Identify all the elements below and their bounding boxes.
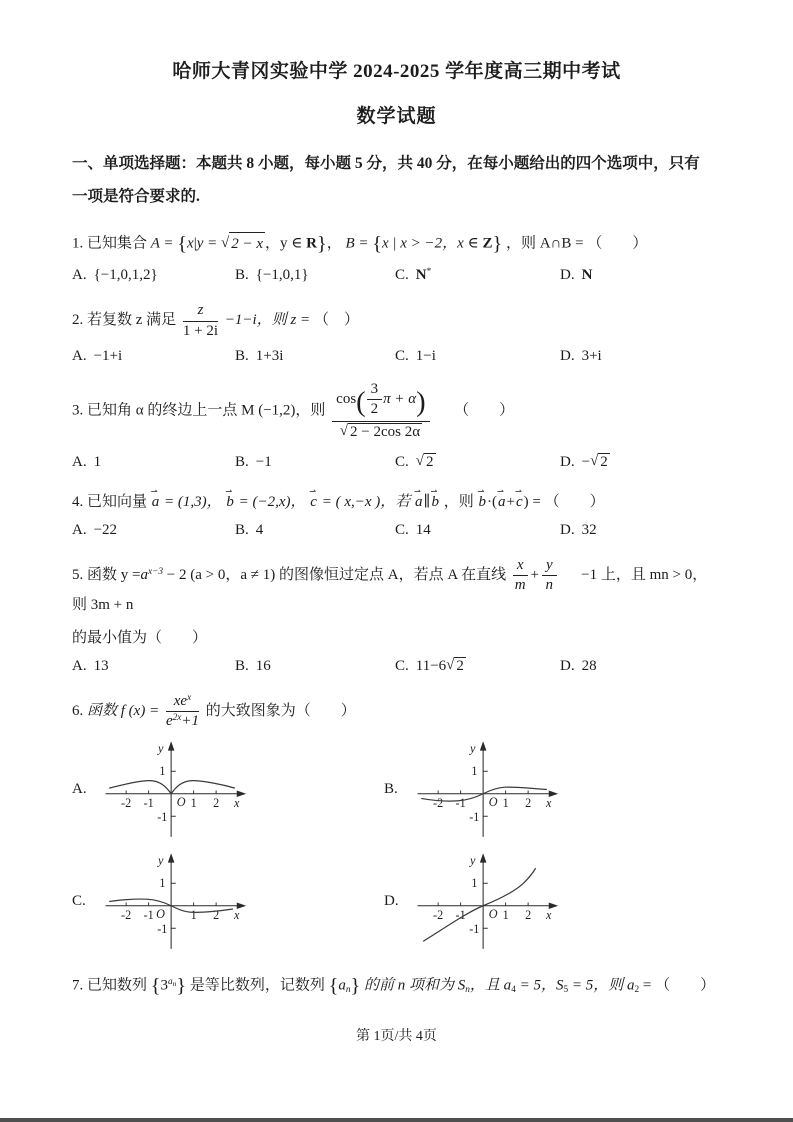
q3-big-fraction xyxy=(332,381,430,441)
option-label: A. xyxy=(72,657,87,674)
q1-setB-eq: B = xyxy=(345,235,369,252)
x-tick-label: -2 xyxy=(121,795,132,810)
q7-seq2-letter: a xyxy=(338,977,346,994)
x-axis-label: x xyxy=(233,795,240,810)
q7-eq3: = xyxy=(642,977,652,994)
q2-option-a xyxy=(72,348,235,365)
q7-mid3: ，且 a xyxy=(469,977,512,994)
q1-setA-mid: y = xyxy=(196,235,218,252)
q5-mid: − 2 (a > 0，a ≠ 1) 的图像恒过定点 A，若点 A 在直线 xyxy=(166,566,507,583)
option-value: 1 xyxy=(93,453,102,470)
q7-eq2: = 5，则 a xyxy=(571,977,635,994)
q4-run6: ·( xyxy=(486,494,497,511)
option-value: 4 xyxy=(255,521,264,538)
option-label: C. xyxy=(395,267,409,284)
q2-option-d xyxy=(560,348,721,365)
y-axis-label: y xyxy=(470,741,476,756)
q5-tail: −1 上，且 mn > 0，则 3m + n xyxy=(72,566,708,614)
q4-run1: = (1,3)， xyxy=(164,494,222,511)
origin-label: O xyxy=(488,794,498,809)
option-value: 32 xyxy=(581,521,597,538)
vector-b: b ⇀ xyxy=(430,491,440,514)
y-tick-label: 1 xyxy=(159,875,166,890)
graph-b-plot xyxy=(410,737,560,843)
x-tick-label: 1 xyxy=(502,907,509,922)
option-value: {−1,0,1} xyxy=(255,267,309,284)
q5-option-d xyxy=(560,658,721,675)
q4-run5: ，则 xyxy=(443,494,474,511)
x-tick-label: 1 xyxy=(190,907,197,922)
option-label: C. xyxy=(395,454,409,471)
option-value: 13 xyxy=(93,657,109,674)
y-axis-arrow xyxy=(480,741,487,750)
q3-options xyxy=(72,453,721,471)
y-tick-label: 1 xyxy=(471,875,478,890)
q4-number: 4. xyxy=(72,494,84,511)
section-intro-line1: 一、单项选择题：本题共 8 小题，每小题 5 分，共 40 分，在每小题给出的四个选项中，只有 xyxy=(72,155,700,172)
option-label: D. xyxy=(560,454,575,471)
q7-number: 7. xyxy=(72,977,84,994)
radical-sign: √ xyxy=(446,657,455,674)
q1-set-R: R xyxy=(306,235,317,252)
exp-subscript: n xyxy=(172,979,177,989)
q4-answer-blank: （ ） xyxy=(544,494,605,511)
graph-d-plot xyxy=(410,849,560,955)
q2-option-c xyxy=(395,348,560,365)
y-tick-label: -1 xyxy=(157,809,168,824)
vector-a: a ⇀ xyxy=(151,491,161,514)
window-bottom-bar xyxy=(0,1118,793,1122)
q5-options xyxy=(72,657,721,675)
graph-d-label: D. xyxy=(384,893,399,910)
q1-option-b xyxy=(235,267,395,284)
q3-option-b xyxy=(235,454,395,471)
q7-a4-subscript: 4 xyxy=(511,985,516,996)
q4-run2: = (−2,x)， xyxy=(238,494,306,511)
y-tick-label: 1 xyxy=(159,763,166,778)
q6-den-exp: 2x xyxy=(172,713,182,724)
origin-label: O xyxy=(488,906,498,921)
section-intro-line2: 一项是符合要求的. xyxy=(72,187,200,205)
page-footer: 第 1页/共 4页 xyxy=(356,1029,437,1045)
q1-options xyxy=(72,267,721,284)
q3-number: 3. xyxy=(72,402,84,419)
q1-setA-open-brace: { xyxy=(177,233,188,256)
option-value: 3+i xyxy=(581,347,602,364)
option-value: {−1,0,1,2} xyxy=(93,267,158,284)
q1-radical xyxy=(221,232,265,256)
radical-sign: √ xyxy=(339,422,348,439)
option-value-sup: * xyxy=(426,267,432,278)
q4-option-b xyxy=(235,522,395,539)
page-title: 哈师大青冈实验中学 2024-2025 学年度高三期中考试 xyxy=(172,61,621,82)
q1-setA-tail: ，y ∈ xyxy=(265,235,303,252)
vector-a: a ⇀ xyxy=(497,491,507,514)
q5-fraction-2 xyxy=(542,557,557,595)
option-radical xyxy=(446,657,466,675)
q4-options xyxy=(72,522,721,539)
fraction-numerator: z xyxy=(183,302,218,321)
q7-seq1-open-brace: { xyxy=(150,974,161,997)
q3-answer-blank: （ ） xyxy=(454,402,515,419)
q2-fraction xyxy=(183,302,218,340)
option-label: A. xyxy=(72,521,87,538)
fraction-denominator: n xyxy=(545,576,554,593)
y-tick-label: -1 xyxy=(469,921,480,936)
x-tick-label: 2 xyxy=(525,795,532,810)
q6-graph-row-2 xyxy=(72,849,721,955)
vector-a: a ⇀ xyxy=(414,491,424,514)
q6-den-base: e xyxy=(165,713,173,730)
option-value-prefix: − xyxy=(581,454,591,471)
q4-run3: = ( x,−x )，若 xyxy=(321,494,411,511)
q4-lead: 已知向量 xyxy=(87,494,148,511)
fraction-numerator: y xyxy=(542,557,557,576)
q7-seq1-close-brace: } xyxy=(176,974,187,997)
q2-lead: 若复数 z 满足 xyxy=(87,312,177,329)
q3-inner-fraction xyxy=(367,381,383,419)
q1-setB-open-brace: { xyxy=(372,233,382,256)
q5-base: a xyxy=(140,566,148,583)
option-label: B. xyxy=(235,347,249,364)
y-axis-arrow xyxy=(480,853,487,862)
q7-mid2: 的前 n 项和为 S xyxy=(364,977,466,994)
q3-option-c xyxy=(395,453,560,471)
page-subtitle: 数学试题 xyxy=(356,106,437,127)
vector-b: b ⇀ xyxy=(477,491,487,514)
exp-letter: a xyxy=(168,977,173,988)
option-label: C. xyxy=(395,658,409,675)
option-radicand: 2 xyxy=(426,454,434,471)
option-label: C. xyxy=(395,347,409,364)
q7-S5-subscript: 5 xyxy=(563,985,569,996)
q5-line2: 的最小值为（ ） xyxy=(72,629,208,646)
option-value: 14 xyxy=(415,521,431,538)
fraction-numerator: 3 xyxy=(367,381,383,400)
q2-number: 2. xyxy=(72,312,84,329)
q7-answer-blank: （ ） xyxy=(655,977,716,994)
y-tick-label: -1 xyxy=(157,921,168,936)
x-tick-label: -1 xyxy=(455,907,466,922)
x-tick-label: -2 xyxy=(433,907,444,922)
q7-seq1-exp xyxy=(168,977,176,987)
q7-lead: 已知数列 xyxy=(87,977,148,994)
option-value: 1+3i xyxy=(255,347,284,364)
x-tick-label: 1 xyxy=(190,795,197,810)
big-right-paren: ) xyxy=(416,387,426,419)
vector-c: c ⇀ xyxy=(309,491,318,514)
q6-lead: 函数 f (x) = xyxy=(87,703,160,720)
fraction-denominator: 1 + 2i xyxy=(182,322,219,339)
graph-a-label: A. xyxy=(72,781,87,798)
option-label: D. xyxy=(560,267,575,284)
option-value: −1+i xyxy=(93,347,123,364)
q7-eq1: = 5，S xyxy=(519,977,564,994)
fraction-denominator xyxy=(166,712,199,730)
option-label: A. xyxy=(72,347,87,364)
fraction-denominator: m xyxy=(514,576,526,593)
q1-setA-var: x xyxy=(187,235,194,252)
y-axis-arrow xyxy=(168,741,175,750)
question-5 xyxy=(72,557,721,617)
q1-setA-close-brace: } xyxy=(316,233,327,256)
question-3 xyxy=(72,381,721,441)
q2-after: −1−i，则 z = xyxy=(224,312,311,329)
q7-seq2-subscript: n xyxy=(345,985,351,996)
parallel-sign: ∥ xyxy=(423,494,431,511)
q7-seq2-open-brace: { xyxy=(328,974,339,997)
q3-den-radical xyxy=(340,423,422,441)
q7-a2-subscript: 2 xyxy=(634,985,640,996)
question-7 xyxy=(72,971,721,1001)
q1-setB-inner: x | x > −2，x ∈ xyxy=(381,235,479,252)
q1-option-a xyxy=(72,267,235,284)
q1-separator: ， xyxy=(326,235,342,252)
fraction-denominator xyxy=(332,422,430,441)
question-6 xyxy=(72,693,721,731)
q5-lead: 函数 y = xyxy=(87,566,141,583)
q6-after: 的大致图象为（ ） xyxy=(205,703,356,720)
x-axis-label: x xyxy=(233,907,240,922)
q6-den-tail: +1 xyxy=(181,713,200,730)
q5-option-a xyxy=(72,658,235,675)
fraction-numerator xyxy=(166,693,199,712)
q1-setA-bar: | xyxy=(193,235,197,252)
q7-seq1-base: 3 xyxy=(160,977,168,994)
q6-number: 6. xyxy=(72,703,84,720)
radical-sign: √ xyxy=(590,453,599,470)
option-label: B. xyxy=(235,657,249,674)
option-radicand: 2 xyxy=(600,454,608,471)
q5-exponent: x−3 xyxy=(147,566,164,577)
y-tick-label: -1 xyxy=(469,809,480,824)
x-tick-label: 1 xyxy=(502,795,509,810)
option-label: B. xyxy=(235,267,249,284)
q4-run7: + xyxy=(506,494,515,511)
q4-option-c xyxy=(395,522,560,539)
graph-a-plot xyxy=(98,737,248,843)
option-value: 1−i xyxy=(415,347,436,364)
question-2 xyxy=(72,302,721,340)
question-1 xyxy=(72,229,721,259)
vector-c: c ⇀ xyxy=(515,491,524,514)
q5-number: 5. xyxy=(72,566,84,583)
section-intro xyxy=(72,148,721,213)
option-label: C. xyxy=(395,521,409,538)
x-tick-label: 2 xyxy=(213,795,220,810)
graph-c-label: C. xyxy=(72,893,86,910)
q3-option-d xyxy=(560,453,721,471)
option-label: D. xyxy=(560,657,575,674)
q1-lead: 已知集合 xyxy=(87,235,148,252)
q7-mid1: 是等比数列，记数列 xyxy=(189,977,325,994)
option-value: −1 xyxy=(255,453,272,470)
q1-number: 1. xyxy=(72,235,84,252)
option-label: A. xyxy=(72,267,87,284)
x-axis-label: x xyxy=(545,795,552,810)
q4-option-a xyxy=(72,522,235,539)
option-value: N xyxy=(415,267,427,284)
radical-sign: √ xyxy=(415,453,424,470)
option-label: B. xyxy=(235,521,249,538)
option-label: D. xyxy=(560,521,575,538)
y-axis-arrow xyxy=(168,853,175,862)
q1-answer-blank: （ ） xyxy=(587,235,648,252)
q6-num-base: xe xyxy=(173,693,188,710)
q4-run8: ) = xyxy=(523,494,541,511)
y-axis-label: y xyxy=(158,741,164,756)
option-label: A. xyxy=(72,453,87,470)
fraction-numerator xyxy=(332,381,430,422)
option-radical xyxy=(416,453,436,471)
option-value-prefix: 11−6 xyxy=(415,658,447,675)
q5-option-c xyxy=(395,657,560,675)
x-axis-label: x xyxy=(545,907,552,922)
q6-num-exp: x xyxy=(187,693,192,704)
q2-answer-blank: （ ） xyxy=(313,312,359,329)
q1-then: ，则 A∩B = xyxy=(505,235,584,252)
x-tick-label: -1 xyxy=(455,795,466,810)
option-value: N xyxy=(581,267,593,284)
x-tick-label: -2 xyxy=(433,795,444,810)
q5-plus: + xyxy=(530,566,539,583)
q2-option-b xyxy=(235,348,395,365)
y-axis-label: y xyxy=(158,853,164,868)
q6-fraction xyxy=(166,693,199,731)
q1-setB-close-brace: } xyxy=(492,233,503,256)
option-label: D. xyxy=(560,347,575,364)
option-value: 28 xyxy=(581,657,597,674)
y-axis-label: y xyxy=(470,853,476,868)
q3-lead: 已知角 α 的终边上一点 M (−1,2)，则 xyxy=(87,402,326,419)
x-tick-label: -1 xyxy=(143,795,154,810)
q7-seq2-close-brace: } xyxy=(350,974,361,997)
q6-graph-row-1 xyxy=(72,737,721,843)
fraction-denominator: 2 xyxy=(370,401,379,418)
option-label: B. xyxy=(235,453,249,470)
graph-c-plot xyxy=(98,849,248,955)
y-tick-label: 1 xyxy=(471,763,478,778)
q3-inner-tail: π + α xyxy=(383,391,417,408)
q5-option-b xyxy=(235,658,395,675)
q1-option-d xyxy=(560,267,721,284)
x-tick-label: -1 xyxy=(143,907,154,922)
option-radicand: 2 xyxy=(456,658,464,675)
option-radical xyxy=(590,453,610,471)
origin-label: O xyxy=(156,906,165,921)
option-value: 16 xyxy=(255,657,271,674)
vector-b: b ⇀ xyxy=(225,491,235,514)
origin-label: O xyxy=(176,794,186,809)
question-4 xyxy=(72,491,721,514)
q1-set-Z: Z xyxy=(482,235,493,252)
fraction-numerator: x xyxy=(513,557,528,576)
option-value: −22 xyxy=(93,521,118,538)
q1-radicand: 2 − x xyxy=(229,232,265,256)
x-tick-label: 2 xyxy=(525,907,532,922)
q4-option-d xyxy=(560,522,721,539)
q2-options xyxy=(72,348,721,365)
graph-b-label: B. xyxy=(384,781,398,798)
x-tick-label: 2 xyxy=(213,907,220,922)
big-left-paren: ( xyxy=(356,387,366,419)
q7-Sn-subscript: n xyxy=(465,985,470,996)
q3-den-radicand: 2 − 2cos 2α xyxy=(349,423,421,440)
q1-setA-eq: A = xyxy=(150,235,174,252)
radical-sign: √ xyxy=(220,234,230,251)
cos-label: cos xyxy=(336,391,357,408)
x-tick-label: -2 xyxy=(121,907,132,922)
q3-option-a xyxy=(72,454,235,471)
q5-fraction-1 xyxy=(513,557,528,595)
q1-option-c xyxy=(395,267,560,284)
